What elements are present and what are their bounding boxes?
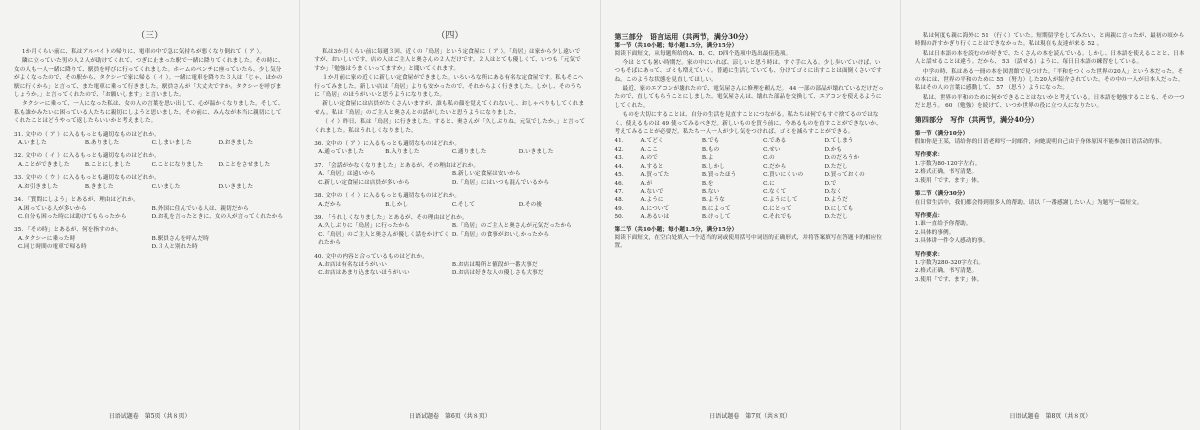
- subsection-title: 第一节（满分10分）: [914, 130, 969, 137]
- question-32: [14, 152, 285, 169]
- paragraph: 1か月くらい前に、私はアルバイトの帰りに、電車の中で急に気持ちが悪くなり倒れて（ ア ）。: [22, 49, 266, 55]
- grid-row: [615, 188, 886, 196]
- grid-row: [615, 154, 886, 162]
- requirement: 2.具体的事例。: [914, 229, 955, 236]
- requirement: 3.使用「です、ます」体。: [914, 276, 983, 283]
- question-text: 31. 文中の（ ア ）に入るもっとも適切なものはどれか。: [14, 131, 160, 138]
- paragraph: 私は3か月くらい前に毎週３回、近くの「鳥居」という定食屋に（ ア ）。「鳥居」は家から少し遠いですが、おいしいです。店の人はご主人と奥さんの２人だけです。２人はとても優しくて、いつも「元気ですか」「勉強はうまくいってますか」と聞いてくれます。: [314, 49, 581, 72]
- option: A.が: [640, 180, 653, 187]
- requirement-title: 写作要点：: [914, 212, 944, 219]
- page-footer: 日语试题卷 第6页（共８页）: [408, 413, 491, 420]
- option: D.お店は好きな人の優しさも大事だ: [451, 270, 544, 277]
- option: B.しかし: [701, 163, 725, 170]
- requirement: 1.谁一直给予你帮助。: [914, 221, 972, 228]
- paragraph: 私は何度も親に海外に 51 （行く）ていた。短期留学をしてみたい、と両親に言ったが、最初の頃から時間の許すかぎり行くことはできなかった。私は現在も友達が来る 52 。: [914, 33, 1185, 48]
- requirement: 2.格式正确，书写清楚。: [914, 169, 978, 176]
- question-number: 49.: [614, 205, 624, 212]
- question-text: 36. 文中の（ ア ）に入るもっとも適切なものはどれか。: [314, 141, 461, 148]
- option: C.の: [763, 155, 775, 162]
- option: C.である: [763, 138, 787, 145]
- paragraph: （ イ ）昨日、私は「鳥居」に行きました。すると、奥さんが「久しぶりね。元気でしたか。」と言ってくれました。私はうれしくなりました。: [314, 119, 586, 134]
- question-text: 37. 「会話がかなくなりました」とあるが、その理由はどれか。: [314, 162, 480, 169]
- question-number: 46.: [614, 180, 624, 187]
- option: D.にしても: [824, 205, 854, 212]
- option: B.お店は場所と値段が一番大事だ: [451, 261, 538, 268]
- option: D.買っておくの: [824, 172, 865, 179]
- option: C.通りました: [451, 149, 487, 156]
- page-footer: 日语试题卷 第8页（共８页）: [1009, 413, 1092, 420]
- option: B.を: [701, 180, 714, 187]
- option: A.てどく: [640, 138, 664, 145]
- option: C.それでも: [763, 214, 792, 221]
- option: D.お礼を言ったときに、女の人が言ってくれたから: [151, 213, 284, 220]
- grid-row: [615, 146, 886, 154]
- option: A.お引きました: [18, 183, 59, 190]
- option: C.なくて: [763, 188, 787, 195]
- requirement: 1.字数为280-320字左右。: [914, 259, 985, 266]
- requirement: 1.字数为80-120字左右。: [914, 160, 981, 167]
- option: D.いきました: [218, 183, 254, 190]
- requirement: 3.具体讲一件令人感动的事。: [914, 238, 989, 245]
- question-number: 42.: [614, 146, 624, 153]
- instruction: 假如你是王某，请给你的日语老师写一封邮件，向她说明自己由于身体原因不能参加日语活动的事。: [914, 139, 1166, 146]
- option: D.ただし: [824, 163, 848, 170]
- option: A.通っていました: [318, 149, 365, 156]
- option: C.お店はあまり込まないほうがいい: [318, 270, 410, 277]
- option: C.いました: [151, 183, 181, 190]
- section-title: 第四部分 写作（共两节，满分40分）: [914, 114, 1039, 124]
- option: A.買ってた: [640, 172, 670, 179]
- passage-body: [14, 48, 285, 252]
- option: A.について: [640, 205, 670, 212]
- question-text: 38. 文中の（ イ ）に入るもっとも適切なものはどれか。: [314, 193, 461, 200]
- option: B.「鳥居」のご主人と奥さんが元気だったから: [451, 223, 572, 230]
- option: B.買ったほう: [701, 172, 737, 179]
- option: B.外国に住んでいる人は、親切だから: [151, 205, 249, 212]
- paragraph: 隣に立っていた男の人２人が助けてくれて、つぎに止まった駅で一緒に降りてくれました。その時に、女の人も一人一緒に降りて、駅員を呼びに行ってくれました。ホームのベンチに座っていたら、少し気分がよくなったので、その駅から、タクシーで家に帰る（ イ ）。一緒に電車を降りた３人は「じゃ、ほかの駅に行くから」と言って、また電車に乗って行きました。駅員さんが「大丈夫ですか。タクシーを呼びましょうか。」と言ってくれたので、「お願いします」と言いました。: [14, 58, 284, 99]
- question-31: [14, 131, 285, 148]
- option: A.ここ: [640, 146, 658, 153]
- question-number: 41.: [614, 138, 624, 145]
- section-title: 第三部分 语言运用（共两节，满分30分）: [614, 32, 753, 41]
- option: B.ような: [701, 197, 725, 204]
- option: A.あるいは: [640, 214, 670, 221]
- option: A.ことができました: [18, 161, 70, 168]
- option: A.タクシーに乗った時: [18, 235, 76, 242]
- question-37: [314, 162, 585, 187]
- question-number: 50.: [614, 214, 624, 221]
- passage-heading: （四）: [436, 31, 464, 41]
- passage-body: [915, 32, 1186, 284]
- option: B.新しい定食屋は安いから: [451, 171, 521, 178]
- requirement: 2.格式正确，书写清楚。: [914, 268, 978, 275]
- option: A.「鳥居」は遠いから: [318, 171, 376, 178]
- option: A.すると: [640, 163, 664, 170]
- option: D.おきました: [218, 140, 254, 147]
- paragraph: タクシーに乗って、一人になった私は、女の人の言葉を思い出して、心が温かくなりました。そして、私も誰かみたいに困っている人たちに親切にしようと思いました。その前に、みんなが本当に親切にしてくれたことはどうやって返したらいいかと考えました。: [14, 101, 284, 125]
- question-33: [14, 174, 285, 191]
- question-number: 45.: [614, 172, 624, 179]
- option: D.なく: [824, 188, 843, 195]
- passage-body: [314, 48, 585, 278]
- page-8: [901, 0, 1200, 430]
- grid-row: [615, 137, 886, 145]
- grid-row: [615, 213, 886, 221]
- passage-heading: （三）: [136, 31, 164, 41]
- option: A.だから: [318, 201, 342, 208]
- option: A.久しぶりに「鳥居」に行ったから: [318, 223, 410, 230]
- option: D.ようだ: [824, 197, 848, 204]
- paragraph: 私は、世界の平和のために何かできることはないかと考えている。日本語を勉強することも、その一つだと思う。 60 （勉強）を続けて、いつか世界の役に立つ人になりたい。: [914, 94, 1185, 110]
- option: B.ない: [701, 188, 720, 195]
- grid-row: [615, 171, 886, 179]
- option: B.入りました: [385, 149, 420, 156]
- option: C.せい: [763, 146, 781, 153]
- option: B.もの: [701, 146, 720, 153]
- option: C.ことになりました: [151, 161, 204, 168]
- page-footer: 日语试题卷 第7页（共８页）: [709, 413, 792, 420]
- paragraph: 私は日本語の本を読むのが好きで、たくさんの本を読んでいる。しかし、日本語を使えることと、日本人と話せることは違う。だから、 53 （話せる）ように、毎日日本語の練習をしている。: [914, 50, 1185, 66]
- option: C.しまいました: [151, 140, 192, 147]
- question-number: 43.: [614, 155, 624, 162]
- option: B.駅員さんを呼んだ時: [151, 235, 209, 242]
- question-35: [14, 226, 285, 251]
- option: D.「鳥居」にはいつも混んでいるから: [451, 179, 550, 186]
- instruction: 阅读下面短文，在空白处填入一个适当的词或使用括号中词语的正确形式，并将答案填写在答题卡的相应位置。: [614, 234, 883, 250]
- grid-row: [615, 196, 886, 204]
- question-number: 48.: [614, 197, 624, 204]
- option: D.のだろうか: [824, 155, 860, 162]
- option: D.３人と別れた時: [151, 244, 198, 251]
- paragraph: ものを大切にすることは、自分の生活を見直すことにつながる。私たちは何でもすぐ捨てるのではなく、使えるものは 49 使ってみるべきだ。新しいものを買う前に、今あるものを直すことができないか、考えてみることが必要だ。私たち一人一人が少し気をつければ、ゴミを減らすことができる。: [614, 112, 882, 136]
- question-text: 34. 「質問にしよう」とあるが、理由はどれか。: [14, 197, 139, 204]
- option: B.よ: [701, 155, 714, 162]
- option: C.自分も困った時には助けてもらったから: [18, 213, 127, 220]
- subsection-title: 第二节（满分30分）: [914, 191, 969, 198]
- paragraph: １か月前に家の近くに新しい定食屋ができました。いろいろな所にある有名な定食屋です。私もそこへ行ってみました。新しい店は「鳥居」よりも安かったので、それからよく行きました。しかし、そのうちに「鳥居」のほうがいいと思うようになりました。: [314, 75, 584, 99]
- option: B.きました: [84, 183, 114, 190]
- option: C.新しい定食屋には店員が多いから: [318, 179, 410, 186]
- page-7: [601, 0, 901, 430]
- option: B.しかし: [385, 201, 409, 208]
- paragraph: 今は とても暑い時期だ。家の中にいれば、涼しいと思う時は、すぐ手に入る。少し歩いていけば、いつもそばにあって、ゴミも増えていく。普通に生活していても、分けてゴミに出すことは面倒くさいですね。このような状態を見直してほしい。: [614, 59, 882, 83]
- option: A.ので: [640, 155, 658, 162]
- grid-row: [615, 205, 886, 213]
- option: C.同じ時間の電車で帰る時: [18, 244, 87, 251]
- option: D.ことをさせました: [218, 161, 271, 168]
- question-36: [314, 140, 585, 157]
- question-34: [14, 196, 285, 221]
- paragraph: 新しい定食屋には店員がたくさんいますが、誰も私の顔を覚えてくれないし、おしゃべりもしてくれません。私は「鳥居」のご主人と奥さんとの話がしたいと思うようになりました。: [314, 101, 585, 116]
- page-6: [300, 0, 600, 430]
- instruction: 阅读下面短文，从每题所给的A、B、C、D四个选项中选出最佳选项。: [614, 51, 792, 58]
- paragraph: 中学の時、私はある一冊の本を図書館で見つけた。「平和をつくった世界の20人」という本だった。その本には、世界の平和のために 55 （努力）した20人が紹介されていた。その中の一人が日本人だった。私はその人の言葉に感動して、 57 （思う）ようになった。: [914, 68, 1184, 92]
- option: D.てしまう: [824, 138, 854, 145]
- answer-grid: [615, 137, 886, 221]
- option: C.買いにくいの: [763, 172, 804, 179]
- option: D.ただし: [824, 214, 848, 221]
- option: B.によって: [701, 205, 731, 212]
- page-footer: 日语试题卷 第5页（共８页）: [108, 413, 191, 420]
- option: C.にとって: [763, 205, 792, 212]
- option: B.けっして: [701, 214, 731, 221]
- option: A.ように: [640, 197, 664, 204]
- question-39: [314, 214, 585, 248]
- option: A.お店は有名なほうがいい: [318, 261, 387, 268]
- question-number: 47.: [614, 188, 624, 195]
- question-38: [314, 192, 585, 209]
- option: B.でも: [701, 138, 720, 145]
- grid-row: [615, 163, 886, 171]
- question-text: 32. 文中の（ イ ）に入るもっとも適切なものはどれか。: [14, 153, 160, 160]
- passage-body: [615, 32, 886, 251]
- option: A.いました: [18, 140, 47, 147]
- option: D.いきました: [518, 149, 554, 156]
- option: D.その後: [518, 201, 543, 208]
- question-text: 39. 「うれしくなりました」とあるが、その理由はどれか。: [314, 214, 468, 221]
- requirement-title: 写作要求：: [914, 152, 944, 159]
- option: D.「鳥居」の食事がおいしかったから: [451, 231, 550, 238]
- question-40: [314, 253, 585, 278]
- option: D.かも: [824, 146, 843, 153]
- option: C.だから: [763, 163, 787, 170]
- instruction: 在日常生活中，我们都会得到很多人的帮助。请以「一番感謝したい人」为题写一篇短文。: [914, 199, 1143, 206]
- option: C.「鳥居」のご主人と奥さんが優しく話をかけてくれたから: [318, 231, 450, 247]
- option: C.ようにして: [763, 197, 798, 204]
- subsection-title: 第二节（共10小题；每小题1.5分，满分15分）: [614, 226, 738, 233]
- option: B.ことにしました: [84, 161, 131, 168]
- page-5: [0, 0, 300, 430]
- option: C.に: [763, 180, 775, 187]
- question-text: 35. 「その時」とあるが、何を指すのか。: [14, 227, 122, 234]
- option: A.ないで: [640, 188, 664, 195]
- question-number: 44.: [614, 163, 624, 170]
- requirement: 3.使用「です、ます」体。: [914, 177, 983, 184]
- option: C.そして: [451, 201, 476, 208]
- grid-row: [615, 180, 886, 188]
- question-text: 33. 文中の（ ウ ）に入るもっとも適切なものはどれか。: [14, 175, 160, 182]
- option: D.で: [824, 180, 837, 187]
- option: A.困っている人が多いから: [18, 205, 87, 212]
- question-text: 40. 文中の内容と合っているものはどれか。: [314, 253, 428, 260]
- option: B.ありました: [84, 140, 120, 147]
- subsection-title: 第一节（共10小题；每小题1.5分，满分15分）: [614, 43, 738, 49]
- requirement-title: 写作要求：: [914, 251, 944, 258]
- paragraph: 最近、家のエアコンが壊れたので、電気屋さんに修理を頼んだ。 44 一部の部品が壊れているだけだったので、直してもらうことにしました。電気屋さんは、壊れた部品を交換して、エアコンを使えるようにしてくれた。: [614, 86, 884, 109]
